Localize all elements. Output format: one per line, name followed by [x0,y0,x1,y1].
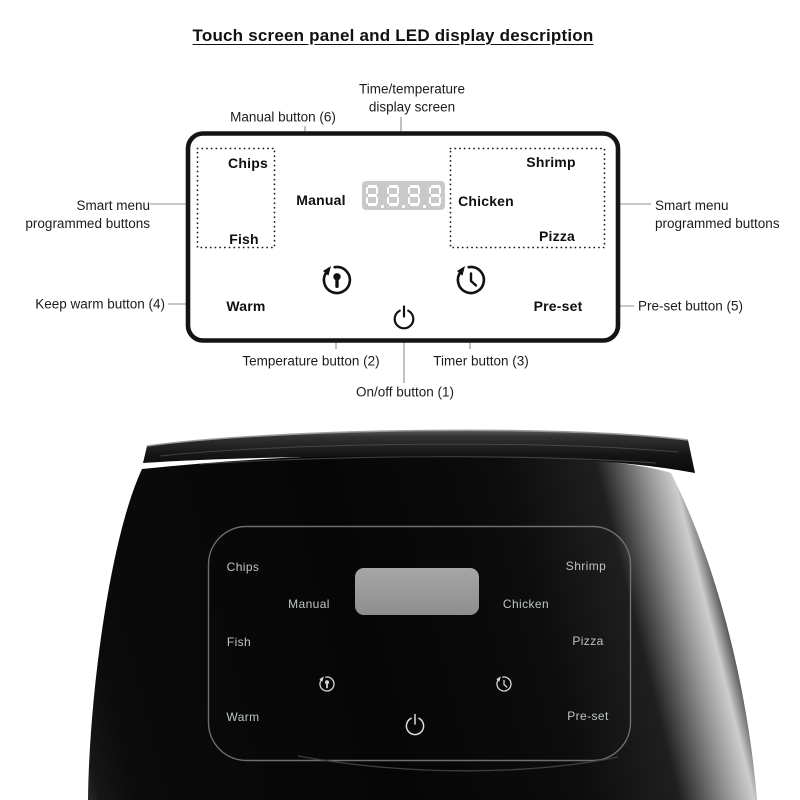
diagram-chips-button: Chips [228,155,268,171]
photo-chips-button: Chips [226,560,260,574]
photo-shrimp-button: Shrimp [565,559,607,573]
photo-fish-button: Fish [226,635,252,649]
smart-menu-left-line1: Smart menu [76,198,150,213]
diagram-pizza-button: Pizza [538,228,576,244]
photo-led-display [355,568,479,615]
photo-manual-button: Manual [288,597,330,611]
diagram-manual-button: Manual [296,192,346,208]
diagram-fish-button: Fish [229,231,259,247]
label-temperature-button: Temperature button (2) [242,353,380,369]
label-display-line2: display screen [368,99,456,114]
page-title: Touch screen panel and LED display description [192,26,594,45]
smart-menu-right-line2: programmed buttons [655,215,780,231]
smart-menu-right-line1: Smart menu [655,198,729,213]
diagram-preset-button: Pre-set [533,298,583,314]
label-display-line1: Time/temperature [358,81,466,97]
smart-menu-left-line2: programmed buttons [25,215,150,231]
photo-warm-button: Warm [226,710,260,724]
label-onoff-button: On/off button (1) [355,384,455,400]
diagram-shrimp-button: Shrimp [526,154,576,170]
photo-pizza-button: Pizza [572,634,604,648]
label-timer-button: Timer button (3) [433,353,529,369]
air-fryer-body [88,454,757,800]
label-preset-button: Pre-set button (5) [638,298,744,314]
photo-chicken-button: Chicken [502,597,550,611]
photo-preset-button: Pre-set [567,709,609,723]
label-keep-warm-button: Keep warm button (4) [35,296,165,312]
diagram-warm-button: Warm [226,298,266,314]
label-manual-button: Manual button (6) [230,109,336,125]
diagram-chicken-button: Chicken [458,193,514,209]
